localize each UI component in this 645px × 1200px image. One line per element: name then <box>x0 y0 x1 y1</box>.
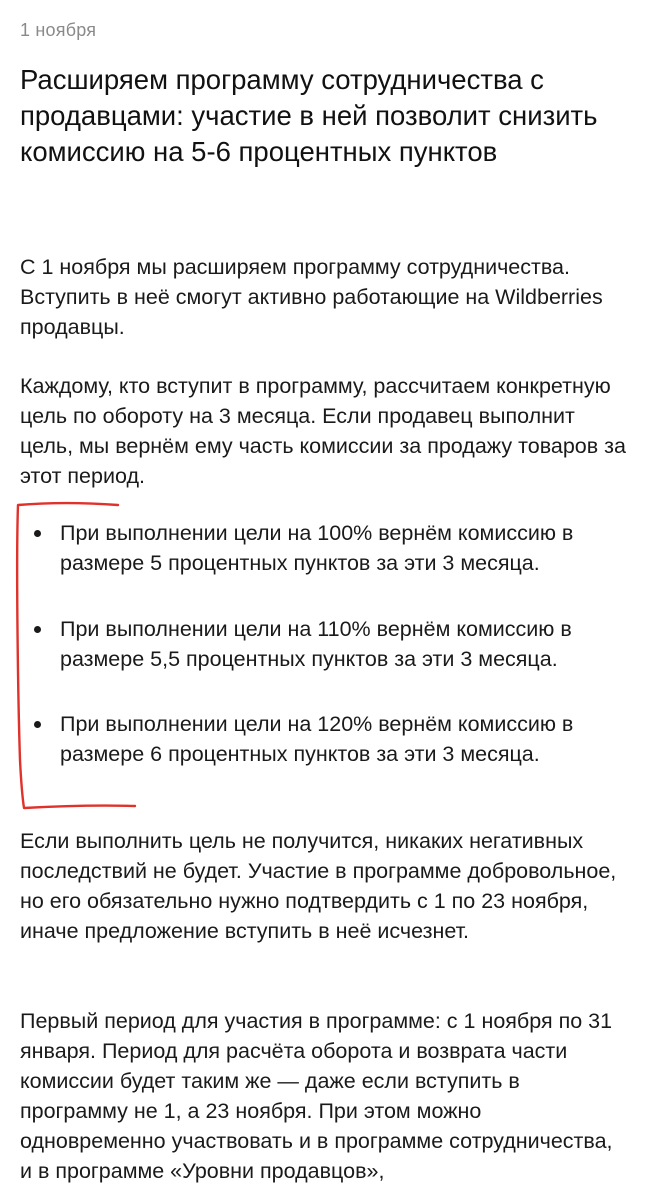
bullet-dot-icon <box>34 530 41 537</box>
list-item-text: При выполнении цели на 120% вернём комиссию в размере 6 процентных пунктов за эти 3 месяца. <box>60 712 574 766</box>
article-paragraph-2: Каждому, кто вступит в программу, рассчитаем конкретную цель по обороту на 3 месяца. Если продавец выполнит цель, мы вернём ему часть комиссии за продажу товаров за этот период. <box>20 374 626 488</box>
list-item-text: При выполнении цели на 100% вернём комиссию в размере 5 процентных пунктов за эти 3 месяца. <box>60 521 574 575</box>
list-item <box>60 614 620 674</box>
article-paragraph-1: С 1 ноября мы расширяем программу сотрудничества. Вступить в неё смогут активно работающие на Wildberries продавцы. <box>20 255 603 339</box>
bullet-dot-icon <box>34 721 41 728</box>
article-title: Расширяем программу сотрудничества с продавцами: участие в ней позволит снизить комиссию на 5-6 процентных пунктов <box>20 64 598 167</box>
list-item <box>60 518 620 578</box>
article-date: 1 ноября <box>20 20 97 40</box>
article-paragraph-3: Если выполнить цель не получится, никаких негативных последствий не будет. Участие в программе добровольное, но его обязательно нужно подтвердить с 1 по 23 ноября, иначе предложение вступить в неё исчезнет. <box>20 829 617 943</box>
bullet-dot-icon <box>34 626 41 633</box>
list-item-text: При выполнении цели на 110% вернём комиссию в размере 5,5 процентных пунктов за эти 3 месяца. <box>60 617 572 671</box>
list-item <box>60 709 620 769</box>
article-paragraph-4: Первый период для участия в программе: с 1 ноября по 31 января. Период для расчёта оборота и возврата части комиссии будет таким же — даже если вступить в программу не 1, а 23 ноября. При этом можно одновременно участвовать и в программе сотрудничества, и в программе «Уровни продавцов», <box>20 1009 613 1183</box>
